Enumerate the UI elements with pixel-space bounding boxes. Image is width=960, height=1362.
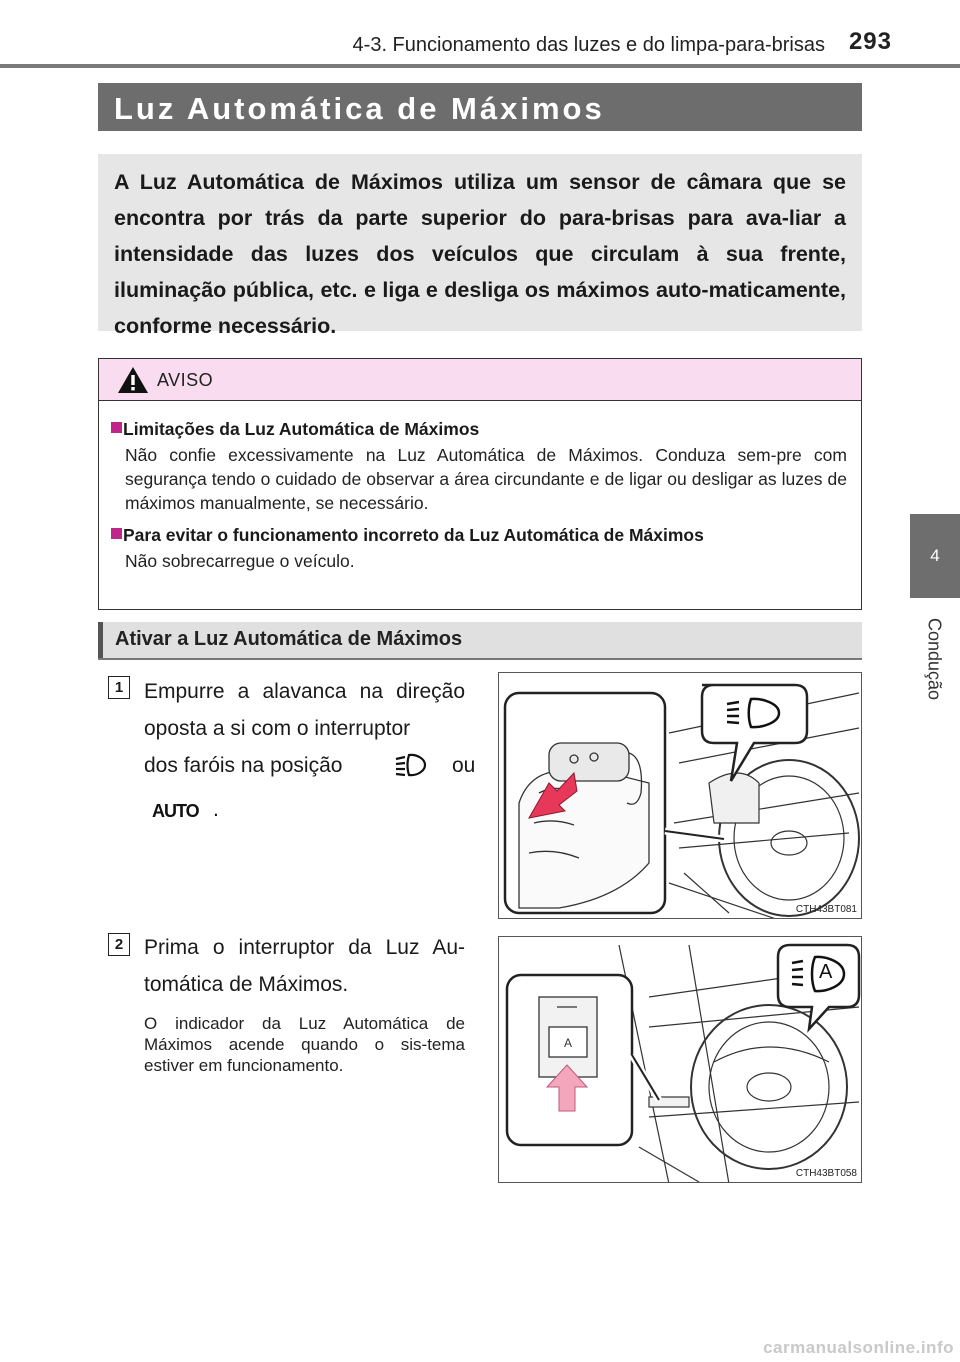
step-2-note: O indicador da Luz Automática de Máximos acende quando o sis-tema estiver em funcionamento. [144,1014,465,1075]
auto-position-label: AUTO [152,801,199,821]
warning-heading-text: Para evitar o funcionamento incorreto da Luz Automática de Máximos [123,525,704,545]
step-1-period: . [213,798,219,821]
warning-label: AVISO [157,370,214,390]
warning-item-text: Não confie excessivamente na Luz Automática de Máximos. Conduza sem-pre com segurança tendo o cuidado de observar a área circundante e de ligar ou desligar as luzes de máximos manualmente, se necessário. [125,445,847,513]
lever-illustration [499,673,862,919]
warning-box [98,358,862,610]
switch-illustration [499,937,862,1183]
footer-watermark[interactable]: carmanualsonline.info [763,1338,954,1357]
page-number: 293 [848,28,892,55]
figure-lever [498,672,862,919]
step-number: 1 [108,676,130,699]
subsection-title: Ativar a Luz Automática de Máximos [115,628,463,650]
page-header [0,0,960,70]
subsection-accent [98,622,103,658]
page-title: Luz Automática de Máximos [114,91,605,126]
svg-text:A: A [563,1036,573,1050]
header-rule [0,64,960,68]
chapter-tab[interactable] [910,514,960,598]
step-1-or: ou [452,754,476,777]
intro-text: A Luz Automática de Máximos utiliza um sensor de câmara que se encontra por trás da parte superior do para-brisas para ava-liar a intensidade das luzes dos veículos que circulam à sua frente, iluminação pública, etc. e liga e desliga os máximos auto-maticamente, conforme necessário. [114,170,846,338]
step-1-text-a: Empurre a alavanca na direção oposta a si com o interruptor [144,680,465,740]
step-number: 2 [108,933,130,956]
chapter-label [908,604,960,714]
headlight-icon [393,751,429,779]
step-2-text: Prima o interruptor da Luz Au-tomática de Máximos. [144,936,465,996]
warning-header [99,359,861,401]
subsection-bar [98,622,862,658]
warning-item-text: Não sobrecarregue o veículo. [125,551,355,571]
warning-body [99,401,861,573]
section-title: 4-3. Funcionamento das luzes e do limpa-para-brisas [352,34,825,56]
warning-item-heading [113,525,847,546]
square-bullet-icon [111,422,122,433]
intro-box [98,154,862,338]
warning-heading-text: Limitações da Luz Automática de Máximos [123,419,480,439]
chapter-number: 4 [930,546,940,565]
chapter-label-text: Condução [924,617,945,701]
figure-switch [498,936,862,1183]
warning-item-heading [113,419,847,440]
warning-triangle-icon [117,366,149,394]
page-title-bar [98,83,862,131]
figure-code: CTH43BT081 [795,904,857,915]
square-bullet-icon [111,528,122,539]
step-1-text-b: dos faróis na posição [144,754,343,777]
figure-code: CTH43BT058 [795,1168,857,1179]
subsection-rule [98,658,862,660]
auto-high-beam-letter: A [819,961,833,983]
